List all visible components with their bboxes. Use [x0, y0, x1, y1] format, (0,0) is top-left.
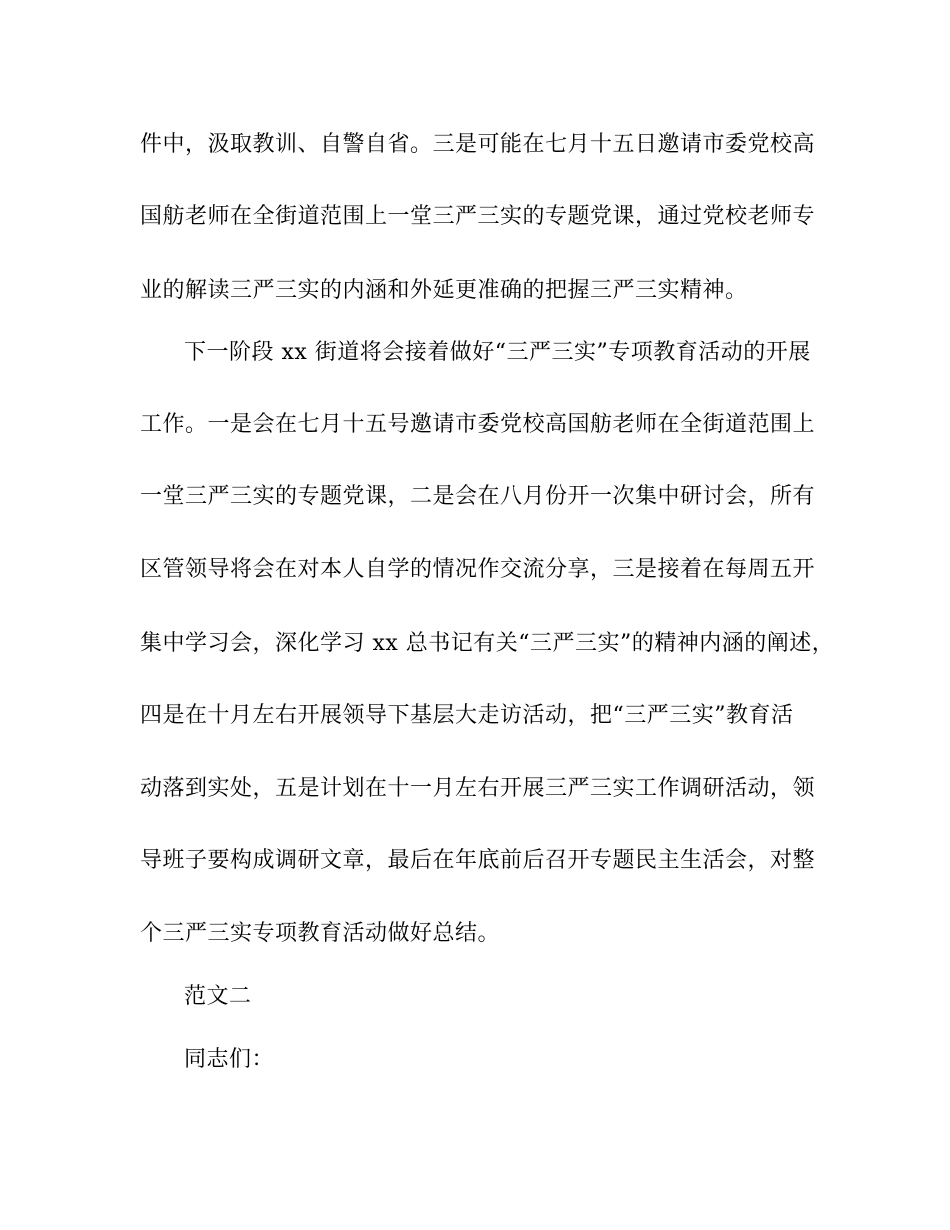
body-line-7: 区管领导将会在对本人自学的情况作交流分享，三是接着在每周五开	[140, 557, 816, 582]
body-line-12: 个三严三实专项教育活动做好总结。	[140, 921, 501, 946]
section-heading: 范文二	[184, 984, 252, 1009]
body-line-5: 工作。一是会在七月十五号邀请市委党校高国舫老师在全街道范围上	[140, 412, 816, 437]
body-line-3: 业的解读三严三实的内涵和外延更准确的把握三严三实精神。	[140, 278, 748, 303]
body-line-2: 国舫老师在全街道范围上一堂三严三实的专题党课，通过党校老师专	[140, 204, 816, 229]
body-line-1: 件中，汲取教训、自警自省。三是可能在七月十五日邀请市委党校高	[140, 132, 816, 157]
body-line-10: 动落到实处，五是计划在十一月左右开展三严三实工作调研活动，领	[140, 776, 816, 801]
body-line-6: 一堂三严三实的专题党课，二是会在八月份开一次集中研讨会，所有	[140, 484, 816, 509]
body-line-9: 四是在十月左右开展领导下基层大走访活动，把“三严三实”教育活	[140, 703, 794, 728]
salutation: 同志们：	[184, 1047, 275, 1072]
body-line-8: 集中学习会，深化学习 xx 总书记有关“三严三实”的精神内涵的阐述，	[140, 631, 835, 656]
body-line-4: 下一阶段 xx 街道将会接着做好“三严三实”专项教育活动的开展	[184, 340, 811, 365]
body-line-11: 导班子要构成调研文章，最后在年底前后召开专题民主生活会，对整	[140, 848, 816, 873]
